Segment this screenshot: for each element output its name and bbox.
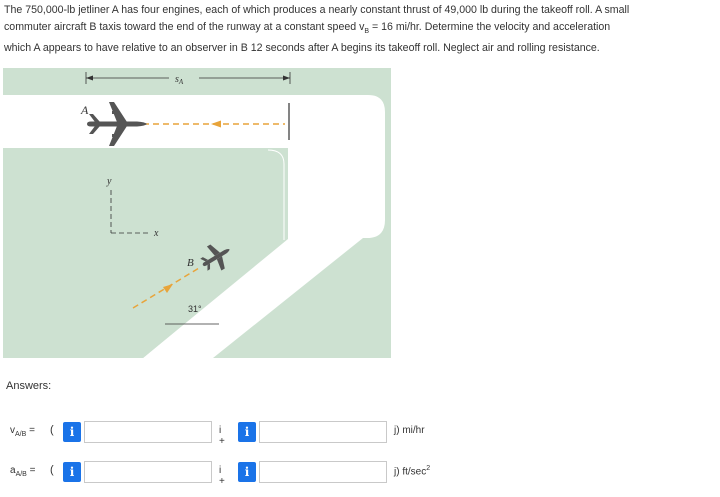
- info-button-acceleration-j[interactable]: i: [238, 462, 256, 482]
- velocity-i-input[interactable]: [84, 421, 212, 443]
- angle-label: 31°: [188, 304, 202, 314]
- problem-line-3: which A appears to have relative to an observer in B 12 seconds after A begins its takeoff roll. Neglect air and rolling resistance.: [4, 42, 600, 55]
- open-paren: (: [50, 424, 54, 436]
- acceleration-unit-label: j) $ft/\sec^2$: [394, 465, 431, 478]
- i-unit-label: i +: [219, 425, 225, 447]
- velocity-label: $v_{A/B}$ =: [10, 425, 35, 438]
- acceleration-i-input[interactable]: [84, 461, 212, 483]
- i-unit-label: i +: [219, 465, 225, 487]
- velocity-unit-label: j) mi/hr: [394, 425, 425, 436]
- axis-x-label: x: [154, 228, 159, 239]
- info-button-velocity-j[interactable]: i: [238, 422, 256, 442]
- axis-y-label: y: [107, 176, 112, 187]
- runway-figure: [3, 68, 391, 358]
- info-button-acceleration-i[interactable]: i: [63, 462, 81, 482]
- problem-line-2: commuter aircraft B taxis toward the end of the runway at a constant speed $v_B = 16$ mi/hr. Determine the velocity and acceleration: [4, 21, 611, 36]
- acceleration-j-input[interactable]: [259, 461, 387, 483]
- open-paren: (: [50, 464, 54, 476]
- label-a: A: [81, 103, 89, 117]
- velocity-j-input[interactable]: [259, 421, 387, 443]
- acceleration-label: $a_{A/B}$ =: [10, 465, 36, 478]
- info-button-velocity-i[interactable]: i: [63, 422, 81, 442]
- answers-label: Answers:: [6, 380, 52, 392]
- label-b: B: [187, 257, 194, 269]
- problem-line-1: The 750,000-lb jetliner A has four engines, each of which produces a nearly constant thrust of 49,000 lb during the takeoff roll. A small: [4, 4, 630, 16]
- label-sa: $s_A$: [175, 74, 184, 86]
- problem-statement: [4, 2, 716, 57]
